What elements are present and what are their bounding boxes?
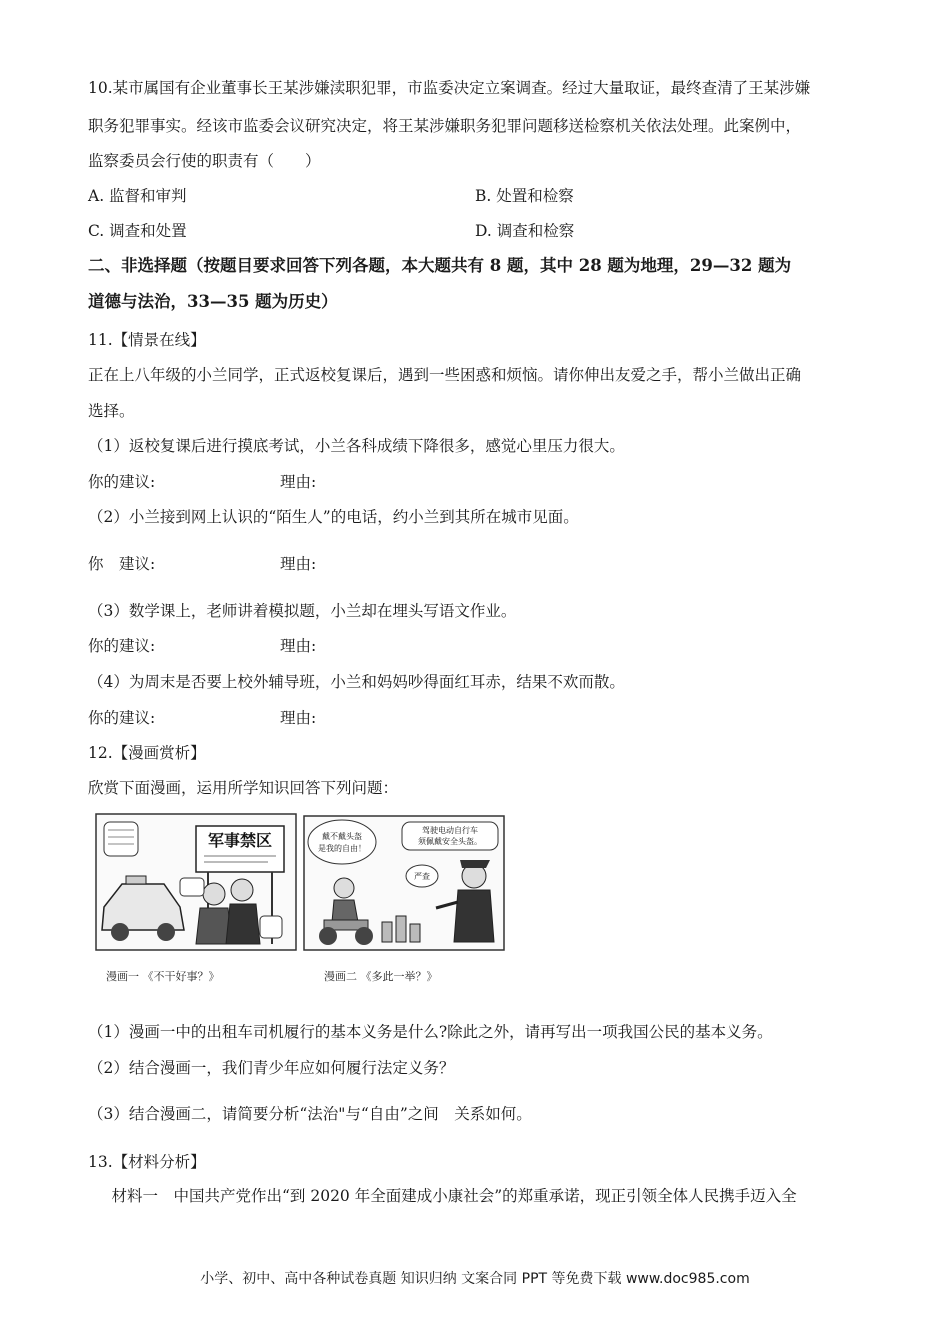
q11-scenario-3: （3）数学课上，老师讲着模拟题，小兰却在埋头写语文作业。 (88, 602, 517, 620)
q11-suggestion-label-3: 你的建议: (88, 637, 156, 655)
q12-intro: 欣赏下面漫画，运用所学知识回答下列问题： (88, 779, 399, 797)
q11-intro-line-2: 选择。 (88, 402, 135, 420)
cartoon-2-bubble-1b: 是我的自由！ (318, 844, 366, 853)
cartoon-2-bubble-1a: 戴不戴头盔 (322, 832, 362, 841)
q12-question-3: （3）结合漫画二，请简要分析“法治"与“自由”之间 关系如何。 (88, 1105, 532, 1123)
q11-suggestion-label-2: 你 建议: (88, 555, 156, 573)
q12-question-1: （1）漫画一中的出租车司机履行的基本义务是什么?除此之外，请再写出一项我国公民的基本义务。 (88, 1023, 773, 1041)
section-heading-line-2: 道德与法治，33—35 题为历史） (88, 292, 338, 311)
cartoon-2-bubble-2a: 驾驶电动自行车 (422, 826, 478, 835)
q12-question-2: （2）结合漫画一，我们青少年应如何履行法定义务？ (88, 1059, 455, 1077)
q11-scenario-4: （4）为周末是否要上校外辅导班，小兰和妈妈吵得面红耳赤，结果不欢而散。 (88, 673, 625, 691)
cartoon-1-sign-text: 军事禁区 (207, 831, 273, 850)
q11-suggestion-label-1: 你的建议: (88, 473, 156, 491)
q11-scenario-1: （1）返校复课后进行摸底考试，小兰各科成绩下降很多，感觉心里压力很大。 (88, 437, 625, 455)
q10-option-d: D. 调查和检察 (475, 222, 575, 240)
q11-reason-label-1: 理由: (280, 473, 317, 491)
q12-title: 12.【漫画赏析】 (88, 744, 206, 762)
q10-text-line-3: 监察委员会行使的职责有（ ） (88, 152, 321, 170)
cartoon-2-bubble-2b: 须佩戴安全头盔。 (418, 837, 482, 846)
q10-text-line-2: 职务犯罪事实。经该市监委会议研究决定，将王某涉嫌职务犯罪问题移送检察机关依法处理。此案例中， (88, 117, 802, 135)
q10-option-b: B. 处置和检察 (475, 187, 574, 205)
cartoon-2-bubble-3: 严查 (414, 872, 430, 881)
cartoon-figure (92, 812, 536, 990)
section-heading-line-1: 二、非选择题（按题目要求回答下列各题，本大题共有 8 题，其中 28 题为地理，29—32 题为 (88, 256, 792, 275)
cartoon-1-caption: 漫画一 《不干好事？》 (106, 970, 220, 983)
cartoon-1-panel (96, 814, 296, 950)
q13-title: 13.【材料分析】 (88, 1153, 206, 1171)
q11-title: 11.【情景在线】 (88, 331, 206, 349)
cartoon-2-caption: 漫画二 《多此一举？》 (324, 970, 438, 983)
q13-material-1: 材料一 中国共产党作出“到 2020 年全面建成小康社会”的郑重承诺，现正引领全体人民携手迈入全 (96, 1187, 797, 1205)
q10-option-a: A. 监督和审判 (88, 187, 187, 205)
page-footer: 小学、初中、高中各种试卷真题 知识归纳 文案合同 PPT 等免费下载 www.doc985.com (200, 1271, 750, 1287)
q10-text-line-1: 10.某市属国有企业董事长王某涉嫌渎职犯罪，市监委决定立案调查。经过大量取证，最终查清了王某涉嫌 (88, 79, 811, 97)
q11-reason-label-2: 理由: (280, 555, 317, 573)
cartoon-2-panel (304, 816, 504, 950)
q11-reason-label-4: 理由: (280, 709, 317, 727)
q11-reason-label-3: 理由: (280, 637, 317, 655)
q10-option-c: C. 调查和处置 (88, 222, 187, 240)
q11-scenario-2: （2）小兰接到网上认识的“陌生人”的电话，约小兰到其所在城市见面。 (88, 508, 579, 526)
q11-suggestion-label-4: 你的建议: (88, 709, 156, 727)
q11-intro-line-1: 正在上八年级的小兰同学，正式返校复课后，遇到一些困惑和烦恼。请你伸出友爱之手，帮小兰做出正确 (88, 366, 802, 384)
